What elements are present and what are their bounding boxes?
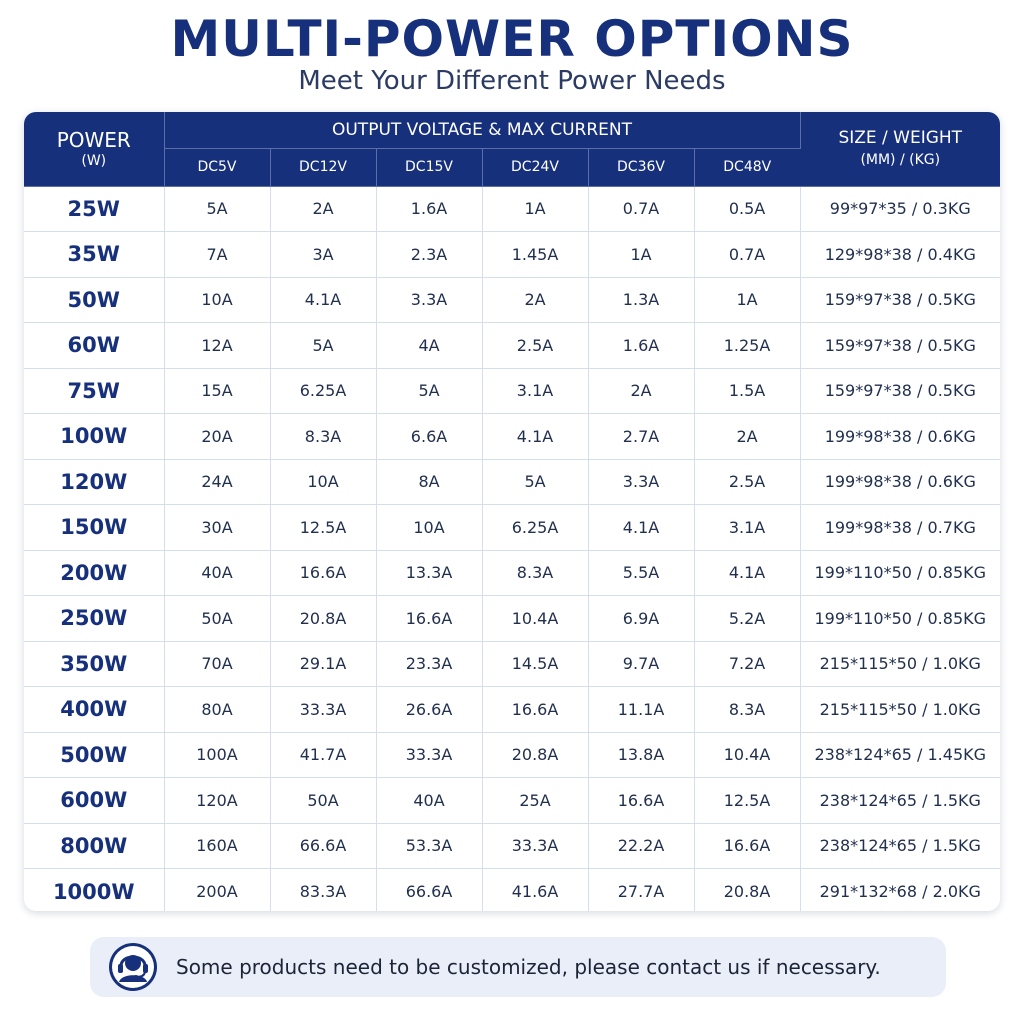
table-row xyxy=(24,186,1000,232)
current-cell: 8.3A xyxy=(270,414,376,460)
size-column-header xyxy=(800,112,1000,186)
current-cell: 53.3A xyxy=(376,823,482,869)
current-cell: 3A xyxy=(270,232,376,278)
table-body xyxy=(24,186,1000,911)
current-cell: 13.8A xyxy=(588,732,694,778)
table-row xyxy=(24,596,1000,642)
power-cell: 35W xyxy=(24,232,164,278)
current-cell: 10.4A xyxy=(694,732,800,778)
current-cell: 33.3A xyxy=(376,732,482,778)
current-cell: 80A xyxy=(164,687,270,733)
size-weight-cell: 199*98*38 / 0.6KG xyxy=(800,414,1000,460)
current-cell: 200A xyxy=(164,869,270,912)
voltage-header-dc24v: DC24V xyxy=(482,148,588,186)
current-cell: 2.7A xyxy=(588,414,694,460)
page-title: MULTI-POWER OPTIONS xyxy=(170,10,854,68)
current-cell: 0.7A xyxy=(588,186,694,232)
current-cell: 10A xyxy=(164,277,270,323)
current-cell: 6.25A xyxy=(270,368,376,414)
current-cell: 26.6A xyxy=(376,687,482,733)
current-cell: 41.7A xyxy=(270,732,376,778)
current-cell: 1.3A xyxy=(588,277,694,323)
size-weight-cell: 199*98*38 / 0.6KG xyxy=(800,459,1000,505)
size-weight-cell: 238*124*65 / 1.45KG xyxy=(800,732,1000,778)
current-cell: 14.5A xyxy=(482,641,588,687)
power-cell: 150W xyxy=(24,505,164,551)
current-cell: 12A xyxy=(164,323,270,369)
current-cell: 100A xyxy=(164,732,270,778)
current-cell: 1.6A xyxy=(588,323,694,369)
power-cell: 75W xyxy=(24,368,164,414)
power-options-table xyxy=(24,112,1000,911)
power-cell: 25W xyxy=(24,186,164,232)
size-weight-cell: 291*132*68 / 2.0KG xyxy=(819,882,981,901)
current-cell: 7A xyxy=(164,232,270,278)
current-cell: 0.7A xyxy=(694,232,800,278)
current-cell: 13.3A xyxy=(376,550,482,596)
note-text: Some products need to be customized, please contact us if necessary. xyxy=(176,955,881,979)
current-cell: 2.5A xyxy=(694,459,800,505)
power-cell: 350W xyxy=(24,641,164,687)
power-cell: 120W xyxy=(24,459,164,505)
current-cell: 10.4A xyxy=(482,596,588,642)
table-row xyxy=(24,459,1000,505)
size-weight-cell: 159*97*38 / 0.5KG xyxy=(800,368,1000,414)
current-cell: 33.3A xyxy=(482,823,588,869)
table-row xyxy=(24,687,1000,733)
current-cell: 2A xyxy=(588,368,694,414)
table-row xyxy=(24,323,1000,369)
current-cell: 5.5A xyxy=(588,550,694,596)
current-cell: 30A xyxy=(164,505,270,551)
size-weight-cell: 199*110*50 / 0.85KG xyxy=(800,596,1000,642)
current-cell: 6.25A xyxy=(482,505,588,551)
current-cell: 20A xyxy=(164,414,270,460)
voltage-header-dc5v: DC5V xyxy=(164,148,270,186)
voltage-header-dc36v: DC36V xyxy=(588,148,694,186)
current-cell: 66.6A xyxy=(270,823,376,869)
power-cell: 60W xyxy=(24,323,164,369)
voltage-header-dc12v: DC12V xyxy=(270,148,376,186)
current-cell: 6.6A xyxy=(376,414,482,460)
current-cell: 16.6A xyxy=(694,823,800,869)
current-cell: 16.6A xyxy=(482,687,588,733)
current-cell: 40A xyxy=(164,550,270,596)
current-cell: 66.6A xyxy=(376,869,482,912)
current-cell: 1.45A xyxy=(482,232,588,278)
current-cell: 2.5A xyxy=(482,323,588,369)
voltage-header-dc48v: DC48V xyxy=(694,148,800,186)
current-cell: 8A xyxy=(376,459,482,505)
current-cell: 4.1A xyxy=(482,414,588,460)
current-cell: 20.8A xyxy=(482,732,588,778)
current-cell: 16.6A xyxy=(588,778,694,824)
current-cell: 16.6A xyxy=(376,596,482,642)
current-cell: 27.7A xyxy=(588,869,694,912)
output-group-header: OUTPUT VOLTAGE & MAX CURRENT xyxy=(164,112,800,148)
current-cell: 23.3A xyxy=(376,641,482,687)
current-cell: 29.1A xyxy=(270,641,376,687)
current-cell: 2A xyxy=(694,414,800,460)
table-row xyxy=(24,232,1000,278)
size-weight-cell: 159*97*38 / 0.5KG xyxy=(800,323,1000,369)
current-cell: 70A xyxy=(164,641,270,687)
current-cell: 1A xyxy=(694,277,800,323)
current-cell: 6.9A xyxy=(588,596,694,642)
current-cell: 120A xyxy=(164,778,270,824)
size-weight-cell: 159*97*38 / 0.5KG xyxy=(800,277,1000,323)
current-cell: 12.5A xyxy=(270,505,376,551)
power-cell: 600W xyxy=(24,778,164,824)
power-header-label: POWER xyxy=(56,127,131,152)
current-cell: 5A xyxy=(376,368,482,414)
table-row xyxy=(24,869,1000,912)
current-cell: 33.3A xyxy=(270,687,376,733)
current-cell: 5A xyxy=(270,323,376,369)
voltage-header-dc15v: DC15V xyxy=(376,148,482,186)
current-cell: 2.3A xyxy=(376,232,482,278)
current-cell: 1.6A xyxy=(376,186,482,232)
size-weight-cell: 199*98*38 / 0.7KG xyxy=(800,505,1000,551)
power-cell: 400W xyxy=(24,687,164,733)
current-cell: 4.1A xyxy=(694,550,800,596)
table-row xyxy=(24,732,1000,778)
table-header xyxy=(24,112,1000,186)
table-row xyxy=(24,823,1000,869)
current-cell: 20.8A xyxy=(694,869,800,912)
current-cell: 1.25A xyxy=(694,323,800,369)
size-weight-cell: 129*98*38 / 0.4KG xyxy=(800,232,1000,278)
table-row xyxy=(24,550,1000,596)
size-weight-cell: 215*115*50 / 1.0KG xyxy=(800,687,1000,733)
current-cell: 4A xyxy=(376,323,482,369)
current-cell: 4.1A xyxy=(588,505,694,551)
current-cell: 3.3A xyxy=(588,459,694,505)
current-cell: 50A xyxy=(270,778,376,824)
power-cell: 1000W xyxy=(24,869,164,912)
size-weight-cell: 99*97*35 / 0.3KG xyxy=(800,186,1000,232)
customization-note xyxy=(90,937,946,997)
headset-support-icon xyxy=(108,942,158,992)
current-cell: 9.7A xyxy=(588,641,694,687)
table-row xyxy=(24,368,1000,414)
current-cell: 5.2A xyxy=(694,596,800,642)
power-cell: 200W xyxy=(24,550,164,596)
current-cell: 22.2A xyxy=(588,823,694,869)
current-cell: 2A xyxy=(270,186,376,232)
size-header-label: SIZE / WEIGHT xyxy=(838,128,963,149)
current-cell: 24A xyxy=(164,459,270,505)
size-weight-cell: 199*110*50 / 0.85KG xyxy=(800,550,1000,596)
current-cell: 40A xyxy=(376,778,482,824)
power-options-table-card xyxy=(24,112,1000,911)
current-cell: 160A xyxy=(164,823,270,869)
current-cell: 4.1A xyxy=(270,277,376,323)
power-cell: 100W xyxy=(24,414,164,460)
current-cell: 0.5A xyxy=(694,186,800,232)
current-cell: 8.3A xyxy=(482,550,588,596)
power-cell: 800W xyxy=(24,823,164,869)
current-cell: 41.6A xyxy=(482,869,588,912)
current-cell: 15A xyxy=(164,368,270,414)
current-cell: 1A xyxy=(588,232,694,278)
size-weight-cell: 238*124*65 / 1.5KG xyxy=(800,823,1000,869)
current-cell: 1.5A xyxy=(694,368,800,414)
current-cell: 11.1A xyxy=(588,687,694,733)
current-cell: 10A xyxy=(376,505,482,551)
power-header-unit: (W) xyxy=(81,152,107,169)
current-cell: 2A xyxy=(482,277,588,323)
current-cell: 7.2A xyxy=(694,641,800,687)
current-cell: 5A xyxy=(164,186,270,232)
current-cell: 10A xyxy=(270,459,376,505)
current-cell: 12.5A xyxy=(694,778,800,824)
current-cell: 8.3A xyxy=(694,687,800,733)
current-cell: 3.1A xyxy=(694,505,800,551)
current-cell: 3.1A xyxy=(482,368,588,414)
table-row xyxy=(24,277,1000,323)
size-weight-cell: 238*124*65 / 1.5KG xyxy=(800,778,1000,824)
current-cell: 83.3A xyxy=(270,869,376,912)
table-row xyxy=(24,778,1000,824)
table-row xyxy=(24,414,1000,460)
size-header-unit: (MM) / (KG) xyxy=(860,151,941,168)
power-column-header xyxy=(24,112,164,186)
current-cell: 3.3A xyxy=(376,277,482,323)
power-cell: 50W xyxy=(24,277,164,323)
current-cell: 5A xyxy=(482,459,588,505)
current-cell: 20.8A xyxy=(270,596,376,642)
power-cell: 500W xyxy=(24,732,164,778)
current-cell: 16.6A xyxy=(270,550,376,596)
page-subtitle: Meet Your Different Power Needs xyxy=(298,66,726,96)
table-row xyxy=(24,641,1000,687)
current-cell: 25A xyxy=(482,778,588,824)
power-cell: 250W xyxy=(24,596,164,642)
current-cell: 50A xyxy=(164,596,270,642)
table-row xyxy=(24,505,1000,551)
size-weight-cell: 215*115*50 / 1.0KG xyxy=(800,641,1000,687)
current-cell: 1A xyxy=(482,186,588,232)
